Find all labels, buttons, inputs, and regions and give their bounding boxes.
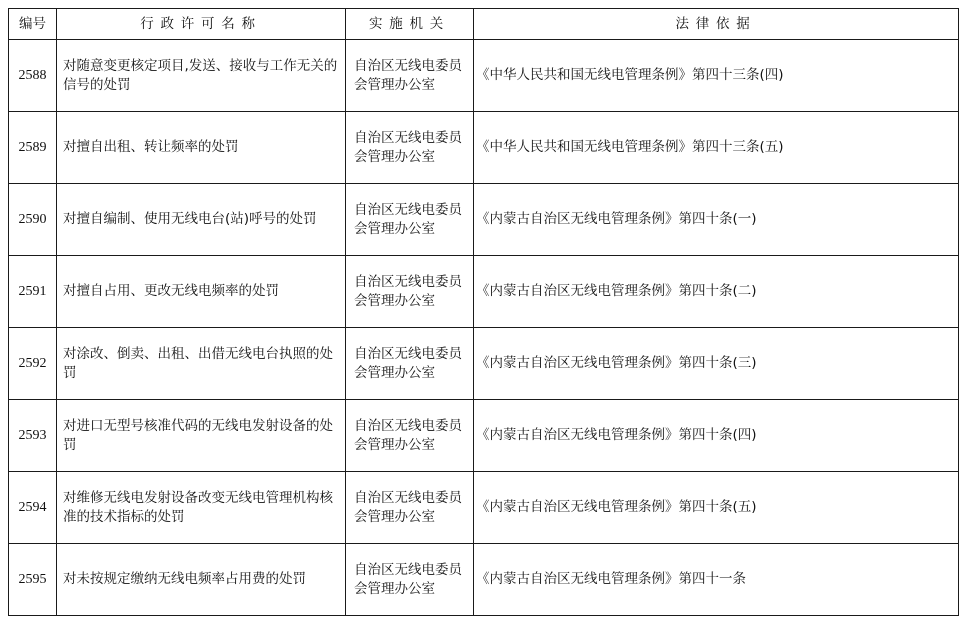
row-organ: 自治区无线电委员会管理办公室 — [346, 256, 474, 328]
row-organ: 自治区无线电委员会管理办公室 — [346, 544, 474, 616]
table-row — [9, 184, 959, 256]
header-organ: 实施机关 — [346, 9, 474, 40]
row-legal-basis: 《中华人民共和国无线电管理条例》第四十三条(四) — [474, 40, 959, 112]
penalty-table — [8, 8, 959, 616]
table-row — [9, 40, 959, 112]
table-row — [9, 328, 959, 400]
row-item-name: 对涂改、倒卖、出租、出借无线电台执照的处罚 — [57, 328, 346, 400]
row-legal-basis: 《内蒙古自治区无线电管理条例》第四十条(三) — [474, 328, 959, 400]
row-legal-basis: 《内蒙古自治区无线电管理条例》第四十条(五) — [474, 472, 959, 544]
table-row — [9, 256, 959, 328]
header-legal-basis: 法律依据 — [474, 9, 959, 40]
row-number: 2595 — [9, 544, 57, 616]
row-organ: 自治区无线电委员会管理办公室 — [346, 472, 474, 544]
row-number: 2594 — [9, 472, 57, 544]
row-number: 2593 — [9, 400, 57, 472]
row-organ: 自治区无线电委员会管理办公室 — [346, 328, 474, 400]
table-header-row — [9, 9, 959, 40]
row-number: 2588 — [9, 40, 57, 112]
header-item-name: 行政许可名称 — [57, 9, 346, 40]
row-legal-basis: 《中华人民共和国无线电管理条例》第四十三条(五) — [474, 112, 959, 184]
row-item-name: 对未按规定缴纳无线电频率占用费的处罚 — [57, 544, 346, 616]
row-item-name: 对擅自出租、转让频率的处罚 — [57, 112, 346, 184]
row-organ: 自治区无线电委员会管理办公室 — [346, 112, 474, 184]
header-number: 编号 — [9, 9, 57, 40]
row-number: 2591 — [9, 256, 57, 328]
row-item-name: 对擅自编制、使用无线电台(站)呼号的处罚 — [57, 184, 346, 256]
table-row — [9, 112, 959, 184]
table-row — [9, 472, 959, 544]
table-row — [9, 400, 959, 472]
row-organ: 自治区无线电委员会管理办公室 — [346, 400, 474, 472]
row-item-name: 对擅自占用、更改无线电频率的处罚 — [57, 256, 346, 328]
row-number: 2590 — [9, 184, 57, 256]
table-row — [9, 544, 959, 616]
row-legal-basis: 《内蒙古自治区无线电管理条例》第四十条(四) — [474, 400, 959, 472]
row-item-name: 对随意变更核定项目,发送、接收与工作无关的信号的处罚 — [57, 40, 346, 112]
row-organ: 自治区无线电委员会管理办公室 — [346, 184, 474, 256]
row-legal-basis: 《内蒙古自治区无线电管理条例》第四十条(二) — [474, 256, 959, 328]
row-item-name: 对维修无线电发射设备改变无线电管理机构核准的技术指标的处罚 — [57, 472, 346, 544]
row-legal-basis: 《内蒙古自治区无线电管理条例》第四十条(一) — [474, 184, 959, 256]
row-number: 2589 — [9, 112, 57, 184]
row-item-name: 对进口无型号核准代码的无线电发射设备的处罚 — [57, 400, 346, 472]
row-organ: 自治区无线电委员会管理办公室 — [346, 40, 474, 112]
row-legal-basis: 《内蒙古自治区无线电管理条例》第四十一条 — [474, 544, 959, 616]
row-number: 2592 — [9, 328, 57, 400]
